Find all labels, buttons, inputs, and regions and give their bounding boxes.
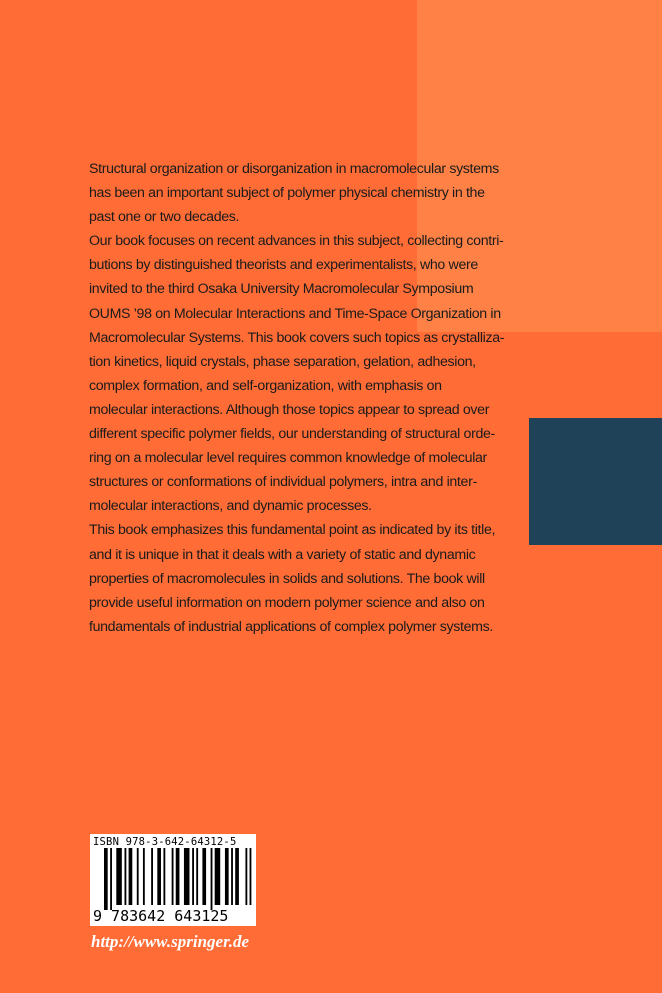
blurb-paragraph-1 <box>89 157 509 229</box>
barcode-bar <box>137 848 139 905</box>
barcode-bar <box>116 848 122 905</box>
blurb-paragraph-3 <box>89 518 509 638</box>
blurb-line: ring on a molecular level requires common knowledge of molecular <box>89 450 487 467</box>
barcode-bar <box>176 848 180 905</box>
barcode-bar <box>104 848 108 910</box>
blurb-line: different specific polymer fields, our understanding of structural orde- <box>89 426 495 443</box>
back-cover-blurb <box>89 157 509 639</box>
blurb-line: molecular interactions. Although those topics appear to spread over <box>89 401 490 418</box>
barcode-bar <box>184 848 190 905</box>
barcode-bar <box>151 848 153 905</box>
barcode-bar <box>231 848 233 905</box>
barcode-bar <box>250 848 252 905</box>
blurb-line: complex formation, and self-organization, with emphasis on <box>89 377 442 394</box>
barcode-bar <box>129 848 133 905</box>
barcode-bars <box>90 848 256 910</box>
barcode-bar <box>110 848 112 910</box>
blurb-line: molecular interactions, and dynamic processes. <box>89 498 372 515</box>
blurb-line: Our book focuses on recent advances in this subject, collecting contri- <box>89 233 504 250</box>
barcode-bar <box>125 848 127 905</box>
barcode-bar <box>215 848 221 905</box>
barcode-bar <box>172 848 174 905</box>
blurb-line: invited to the third Osaka University Macromolecular Symposium <box>89 281 474 298</box>
barcode-bar <box>143 848 145 905</box>
barcode-bar <box>157 848 161 905</box>
blurb-line: properties of macromolecules in solids and solutions. The book will <box>89 570 485 587</box>
barcode-bar <box>196 848 198 905</box>
blurb-line: butions by distinguished theorists and experimentalists, who were <box>89 257 478 274</box>
barcode-bar <box>192 848 194 905</box>
blurb-line: structures or conformations of individual polymers, intra and inter- <box>89 474 477 491</box>
barcode-bar <box>245 848 247 905</box>
isbn-label: ISBN 978-3-642-64312-5 <box>93 836 237 848</box>
barcode-bar <box>202 848 206 905</box>
ean-digits: 9 783642 643125 <box>93 907 229 925</box>
blurb-line: has been an important subject of polymer physical chemistry in the <box>89 185 485 202</box>
blurb-paragraph-2 <box>89 229 509 518</box>
blurb-line: fundamentals of industrial applications of complex polymer systems. <box>89 618 493 635</box>
teal-color-block <box>529 418 662 545</box>
blurb-line: provide useful information on modern polymer science and also on <box>89 594 485 611</box>
publisher-url[interactable]: http://www.springer.de <box>91 932 250 951</box>
blurb-line: Macromolecular Systems. This book covers such topics as crystalliza- <box>89 329 505 346</box>
blurb-line: tion kinetics, liquid crystals, phase separation, gelation, adhesion, <box>89 353 476 370</box>
isbn-barcode <box>90 834 256 926</box>
blurb-line: This book emphasizes this fundamental point as indicated by its title, <box>89 522 496 539</box>
barcode-bar <box>225 848 229 905</box>
blurb-line: past one or two decades. <box>89 209 240 226</box>
barcode-bar <box>211 848 213 910</box>
blurb-line: and it is unique in that it deals with a variety of static and dynamic <box>89 546 476 563</box>
blurb-line: Structural organization or disorganization in macromolecular systems <box>89 161 499 177</box>
barcode-bar <box>235 848 239 905</box>
barcode-bar <box>163 848 165 905</box>
blurb-line: OUMS ’98 on Molecular Interactions and Time-Space Organization in <box>89 305 501 322</box>
